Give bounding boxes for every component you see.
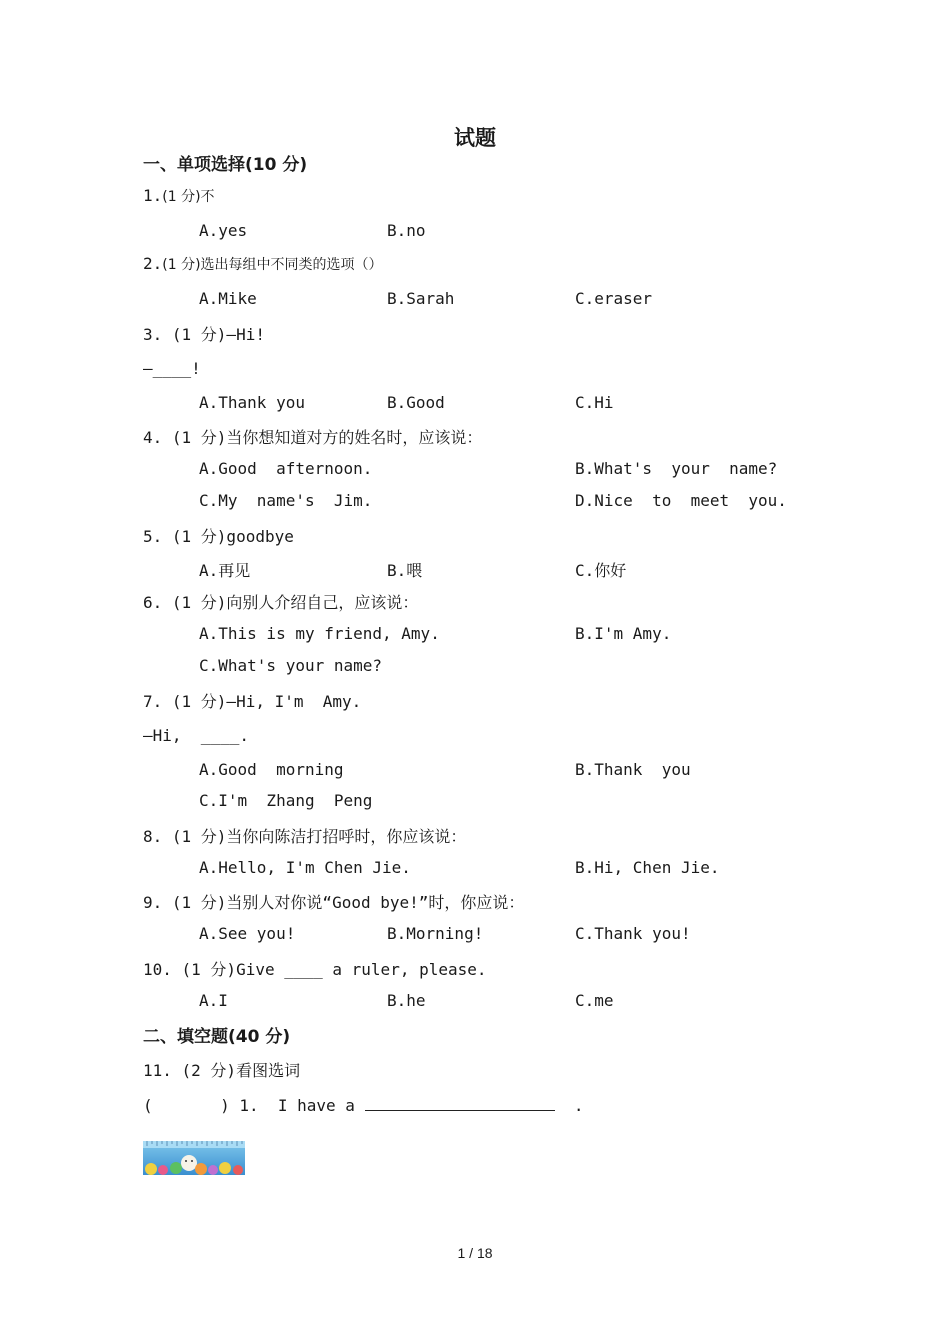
question-4: 4. (1 分)当你想知道对方的姓名时，应该说： xyxy=(143,428,483,447)
question-11: 11. (2 分)看图选词 xyxy=(143,1061,301,1080)
section-heading-2: 二、填空题(40 分) xyxy=(143,1027,291,1047)
question-score: (1 分) xyxy=(162,257,201,273)
option-a: A.再见 xyxy=(199,561,251,580)
section-heading-1: 一、单项选择(10 分) xyxy=(143,155,308,175)
option-b: B.Sarah xyxy=(387,289,455,308)
option-b: B.What's your name? xyxy=(575,459,778,478)
option-c: C.eraser xyxy=(575,289,653,308)
option-c: C.Thank you! xyxy=(575,924,691,943)
fill-blank-prefix: ( ) 1. I have a xyxy=(143,1096,355,1115)
option-a: A.Thank you xyxy=(199,393,305,412)
option-a: A.yes xyxy=(199,221,248,240)
option-b: B.Good xyxy=(387,393,445,412)
option-b: B.Thank you xyxy=(575,760,691,779)
question-1 xyxy=(143,186,215,206)
option-a: A.Hello, I'm Chen Jie. xyxy=(199,858,411,877)
option-d: D.Nice to meet you. xyxy=(575,491,787,510)
option-c: C.I'm Zhang Peng xyxy=(199,791,373,810)
option-a: A.Mike xyxy=(199,289,257,308)
question-6: 6. (1 分)向别人介绍自己，应该说： xyxy=(143,593,419,612)
question-3: 3. (1 分)—Hi! xyxy=(143,325,265,344)
option-b: B.no xyxy=(387,221,426,240)
question-2 xyxy=(143,254,383,274)
answer-blank[interactable] xyxy=(365,1096,555,1111)
question-3-line2: —____! xyxy=(143,359,201,378)
option-b: B.he xyxy=(387,991,426,1010)
question-text: 不 xyxy=(200,189,215,205)
option-c: C.What's your name? xyxy=(199,656,383,675)
option-c: C.My name's Jim. xyxy=(199,491,373,510)
option-a: A.Good afternoon. xyxy=(199,459,373,478)
option-b: B.I'm Amy. xyxy=(575,624,672,643)
option-c: C.Hi xyxy=(575,393,614,412)
question-text: 选出每组中不同类的选项（） xyxy=(200,257,383,273)
question-7: 7. (1 分)—Hi, I'm Amy. xyxy=(143,692,362,711)
option-b: B.喂 xyxy=(387,561,423,580)
fill-blank-suffix: . xyxy=(573,1096,584,1115)
question-10: 10. (1 分)Give ____ a ruler, please. xyxy=(143,960,487,979)
option-a: A.I xyxy=(199,991,228,1010)
option-c: C.你好 xyxy=(575,561,627,580)
fill-blank-line xyxy=(143,1096,583,1115)
option-a: A.See you! xyxy=(199,924,296,943)
question-9: 9. (1 分)当别人对你说“Good bye!”时，你应说： xyxy=(143,893,525,912)
page-title: 试题 xyxy=(454,126,496,150)
question-5: 5. (1 分)goodbye xyxy=(143,527,294,546)
question-number: 2. xyxy=(143,254,163,273)
question-number: 1. xyxy=(143,186,163,205)
option-a: A.Good morning xyxy=(199,760,344,779)
option-b: B.Morning! xyxy=(387,924,484,943)
question-8: 8. (1 分)当你向陈洁打招呼时，你应该说： xyxy=(143,827,467,846)
ruler-image xyxy=(143,1141,245,1175)
question-score: (1 分) xyxy=(162,189,201,205)
page-number: 1 / 18 xyxy=(457,1245,493,1261)
option-b: B.Hi, Chen Jie. xyxy=(575,858,720,877)
option-c: C.me xyxy=(575,991,614,1010)
option-a: A.This is my friend, Amy. xyxy=(199,624,440,643)
question-7-line2: —Hi, ____. xyxy=(143,726,249,745)
